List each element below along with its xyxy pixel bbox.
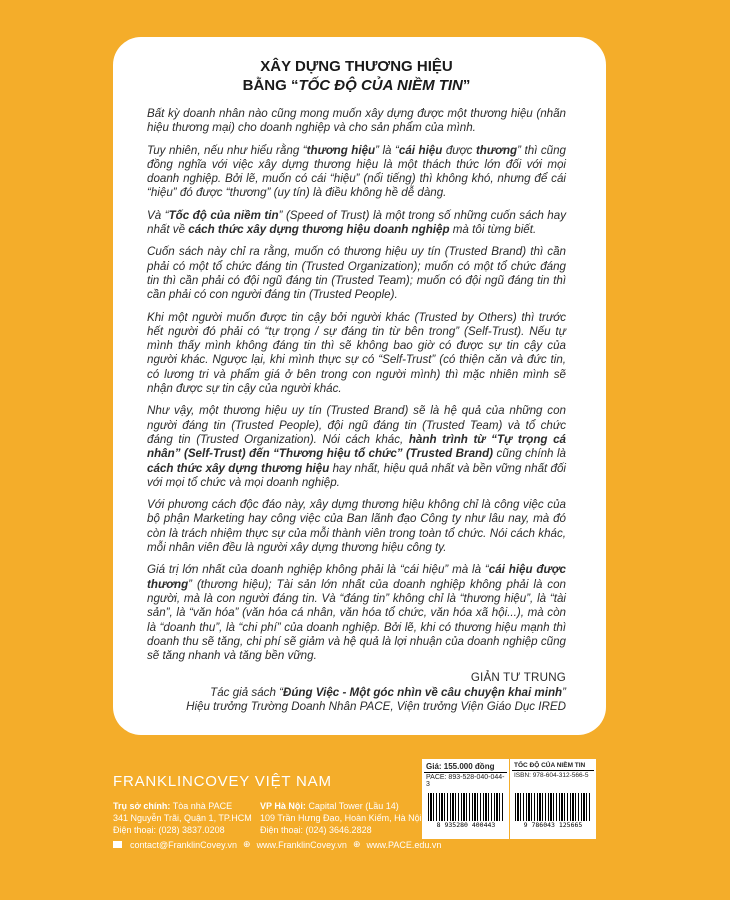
barcode-pace: 8 935280 400443 <box>428 793 504 829</box>
contact-email[interactable]: contact@FranklinCovey.vn <box>130 839 238 850</box>
globe-icon: ⊕ <box>243 839 251 849</box>
foreword-card <box>113 37 606 735</box>
page-title <box>147 57 566 95</box>
isbn-label: TỐC ĐỘ CỦA NIỀM TIN ISBN: 978-604-312-566-5 <box>512 761 594 780</box>
paragraph-4: Cuốn sách này chỉ ra rằng, muốn có thương hiệu uy tín (Trusted Brand) thì cần phải có một tổ chức đáng tin (Trusted Organization); muốn có một tổ chức đáng tin thì cần phải có đội ngũ đáng tin (Trusted Team); muốn có đội ngũ đáng tin thì cần phải có con người đáng tin (Trusted People). <box>147 245 566 302</box>
price-label: Giá: 155.000 đồng PACE: 893-528-040-044-3 <box>424 761 507 789</box>
envelope-icon <box>113 841 122 848</box>
body-text <box>147 107 566 663</box>
hanoi-address: VP Hà Nội: Capital Tower (Lầu 14) 109 Trần Hưng Đạo, Hoàn Kiếm, Hà Nội Điện thoại: (024) 3646.2828 <box>260 801 422 835</box>
paragraph-5: Khi một người muốn được tin cậy bởi người khác (Trusted by Others) thì trước hết người đó phải có “tự trọng / sự đáng tin từ bên trong” (Self-Trust). Nếu tự mình thấy mình không đáng tin thì sẽ không bao giờ có được sự tin cậy của người khác. Ngược lại, khi mình thực sự có “Self-Trust” (có thiện căn và đức tin, có lương tri và phẩm giá ở bên trong con người mình) thì mặc nhiên mình sẽ nhận được sự tin cậy của người khác. <box>147 310 566 396</box>
paragraph-3: Và “Tốc độ của niềm tin” (Speed of Trust) là một trong số những cuốn sách hay nhất về cách thức xây dựng thương hiệu doanh nghiệp mà tôi từng biết. <box>147 208 566 237</box>
signature-block <box>147 671 566 714</box>
paragraph-8: Giá trị lớn nhất của doanh nghiệp không phải là “cái hiệu” mà là “cái hiệu được thương” (thương hiệu); Tài sản lớn nhất của doanh nghiệp không phải là con người, mà là con người đáng tin. Và “đáng tin” không chỉ là “thương hiệu”, là “tài sản”, là “văn hóa” (văn hóa cá nhân, văn hóa tổ chức, văn hóa xã hội...), mà còn là “doanh thu”, là “chi phí” của doanh nghiệp. Bởi lẽ, khi có thương hiệu mạnh thì doanh thu sẽ tăng, chi phí sẽ giảm và hệ quả là lợi nhuận của doanh nghiệp cũng sẽ tăng nhanh và tăng bền vững. <box>147 563 566 663</box>
website-franklincovey[interactable]: www.FranklinCovey.vn <box>256 839 347 850</box>
paragraph-7: Với phương cách độc đáo này, xây dựng thương hiệu không chỉ là công việc của bộ phận Marketing hay công việc của Ban lãnh đạo Công ty như lâu nay, mà đó còn là trách nhiệm thực sự của mỗi thành viên trong toàn tổ chức. Nói cách khác, mỗi nhân viên đều là người xây dựng thương hiệu công ty. <box>147 498 566 555</box>
website-pace[interactable]: www.PACE.edu.vn <box>366 839 442 850</box>
title-line-1: XÂY DỰNG THƯƠNG HIỆU <box>260 58 453 75</box>
paragraph-1: Bất kỳ doanh nhân nào cũng mong muốn xây dựng được một thương hiệu (nhãn hiệu thương mại) cho doanh nghiệp và cho sản phẩm của mình. <box>147 107 566 135</box>
author-book: Tác giả sách “Đúng Việc - Một góc nhìn về câu chuyện khai minh” <box>210 685 566 699</box>
contact-links <box>113 839 441 850</box>
author-title: Hiệu trưởng Trường Doanh Nhân PACE, Viện trưởng Viện Giáo Dục IRED <box>186 699 566 713</box>
barcode-isbn: 9 786043 125665 <box>515 793 591 829</box>
title-line-2: BẰNG “TỐC ĐỘ CỦA NIỀM TIN” <box>242 77 471 94</box>
paragraph-6: Như vậy, một thương hiệu uy tín (Trusted Brand) sẽ là hệ quả của những con người đáng tin (Trusted People), đội ngũ đáng tin (Trusted Team) và tổ chức đáng tin (Trusted Organization). Nói cách khác, hành trình từ “Tự trọng cá nhân” (Self-Trust) đến “Thương hiệu tổ chức” (Trusted Brand) cũng chính là cách thức xây dựng thương hiệu hay nhất, hiệu quả nhất và bền vững nhất đối với mọi tổ chức và mọi doanh nghiệp. <box>147 404 566 489</box>
footer <box>0 735 730 900</box>
paragraph-2: Tuy nhiên, nếu như hiểu rằng “thương hiệu” là “cái hiệu được thương” thì cũng đồng nghĩa với việc xây dựng thương hiệu là một thách thức lớn đối với mọi doanh nghiệp. Bởi lẽ, muốn có cái “hiệu” (nổi tiếng) thì không khó, nhưng để cái “hiệu” đó được “thương” (uy tín) là điều không hề dễ dàng. <box>147 143 566 200</box>
hq-address: Trụ sở chính: Tòa nhà PACE 341 Nguyễn Trãi, Quận 1, TP.HCM Điện thoại: (028) 3837.0208 <box>113 801 252 835</box>
author-name: GIẢN TƯ TRUNG <box>470 671 566 685</box>
publisher-brand: FRANKLINCOVEY VIỆT NAM <box>113 773 332 790</box>
globe-icon: ⊕ <box>352 839 361 849</box>
